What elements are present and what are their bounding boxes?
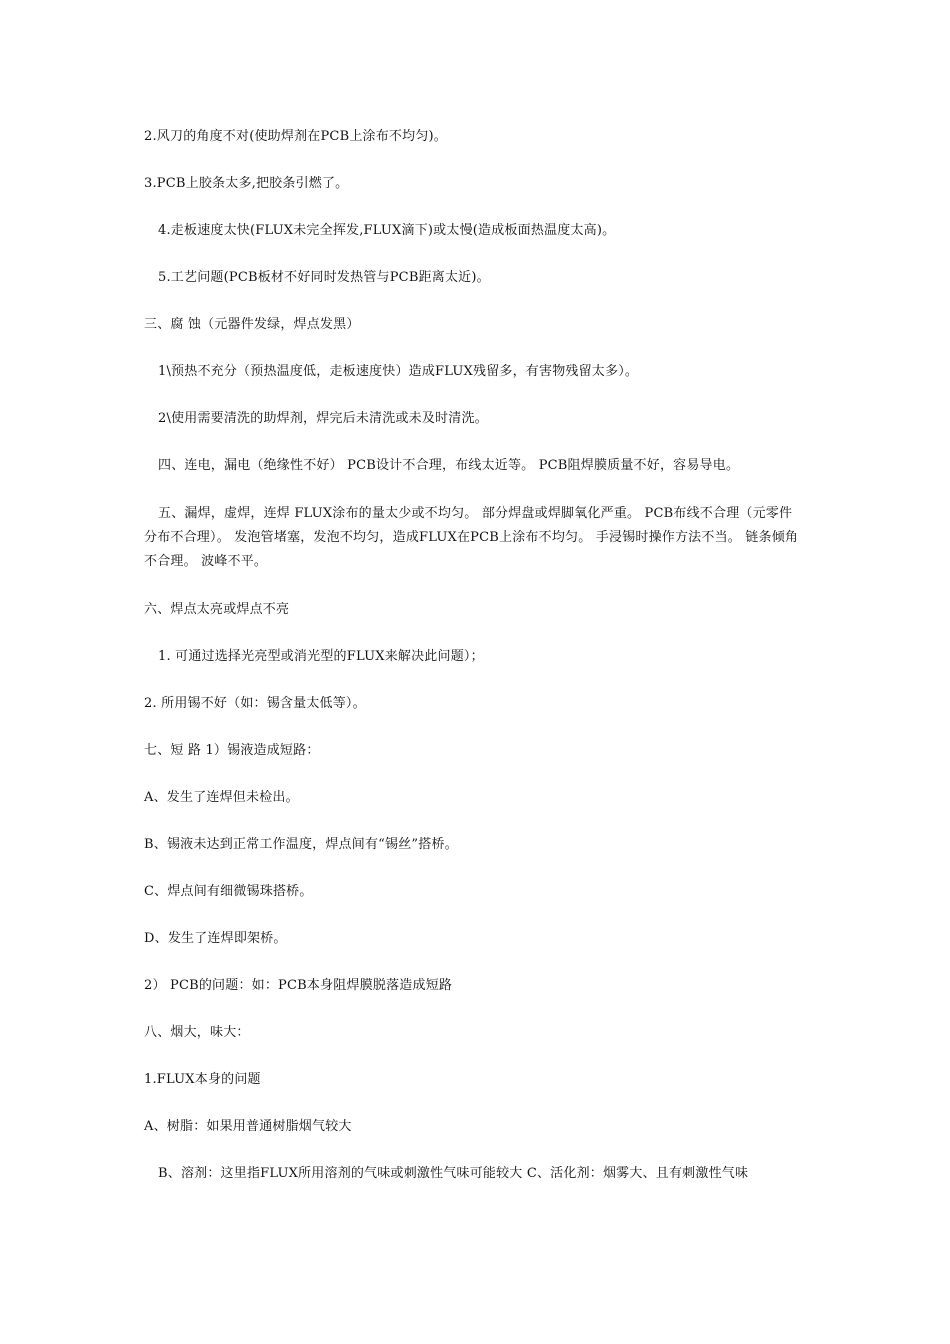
text-line: 2） PCB的问题：如：PCB本身阻焊膜脱落造成短路 <box>144 978 453 993</box>
text-line: 4.走板速度太快(FLUX未完全挥发,FLUX滴下)或太慢(造成板面热温度太高)。 <box>158 223 616 238</box>
section-paragraph: 五、漏焊，虚焊，连焊 FLUX涂布的量太少或不均匀。 部分焊盘或焊脚氧化严重。 PCB布线不合理（元零件分布不合理）。 发泡管堵塞，发泡不均匀，造成FLUX在PCB上涂布不均匀。 手浸锡时操作方法不当。 链条倾角不合理。 波峰不平。 <box>144 506 799 569</box>
text-line: 1.FLUX本身的问题 <box>144 1072 261 1087</box>
text-line: 1. 可通过选择光亮型或消光型的FLUX来解决此问题）； <box>158 649 484 664</box>
text-line: A、发生了连焊但未检出。 <box>144 790 299 805</box>
text-line: C、焊点间有细微锡珠搭桥。 <box>144 884 313 899</box>
section-heading: 八、烟大，味大： <box>144 1025 250 1040</box>
text-line: 5.工艺问题(PCB板材不好同时发热管与PCB距离太近)。 <box>158 270 490 285</box>
section-heading: 七、短 路 1）锡液造成短路： <box>144 743 320 758</box>
text-line: 2. 所用锡不好（如：锡含量太低等）。 <box>144 696 366 711</box>
section-heading: 四、连电，漏电（绝缘性不好） PCB设计不合理，布线太近等。 PCB阻焊膜质量不好，容易导电。 <box>158 458 740 473</box>
text-line: B、锡液未达到正常工作温度，焊点间有“锡丝”搭桥。 <box>144 837 458 852</box>
text-line: 2.风刀的角度不对(使助焊剂在PCB上涂布不均匀)。 <box>144 129 447 144</box>
text-line: 1\预热不充分（预热温度低，走板速度快）造成FLUX残留多，有害物残留太多）。 <box>158 364 639 379</box>
text-line: D、发生了连焊即架桥。 <box>144 931 287 946</box>
text-line: A、树脂：如果用普通树脂烟气较大 <box>144 1119 352 1134</box>
text-line: 3.PCB上胶条太多,把胶条引燃了。 <box>144 176 349 191</box>
section-heading: 三、腐 蚀（元器件发绿，焊点发黑） <box>144 317 360 332</box>
section-heading: 六、焊点太亮或焊点不亮 <box>144 602 290 617</box>
text-line: 2\使用需要清洗的助焊剂，焊完后未清洗或未及时清洗。 <box>158 411 488 426</box>
text-line: B、溶剂：这里指FLUX所用溶剂的气味或刺激性气味可能较大 C、活化剂：烟雾大、且有刺激性气味 <box>158 1166 749 1181</box>
